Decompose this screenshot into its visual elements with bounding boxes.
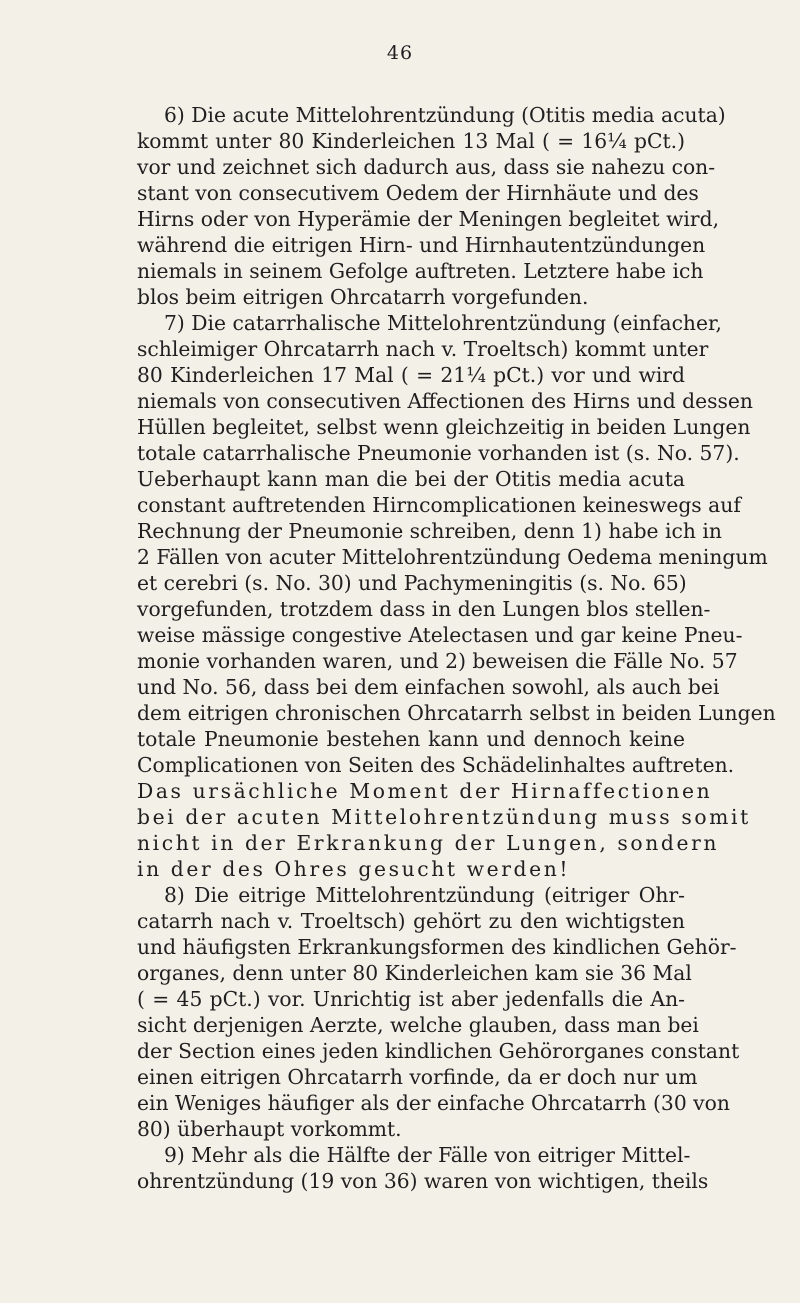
text-line: Hüllen begleitet, selbst wenn gleichzeitig in beiden Lungen <box>137 415 751 439</box>
text-line: während die eitrigen Hirn- und Hirnhautentzündungen <box>137 233 706 257</box>
text-line: sicht derjenigen Aerzte, welche glauben, dass man bei <box>137 1013 699 1037</box>
text-line: Complicationen von Seiten des Schädelinhaltes auftreten. <box>137 753 735 777</box>
text-line: niemals in seinem Gefolge auftreten. Letztere habe ich <box>137 259 704 283</box>
text-line: 2 Fällen von acuter Mittelohrentzündung Oedema meningum <box>137 545 768 569</box>
text-line: und häufigsten Erkrankungsformen des kindlichen Gehör- <box>137 935 737 959</box>
text-line-emphasis: Das ursächliche Moment der Hirnaffectionen <box>137 779 713 803</box>
text-line: 7) Die catarrhalische Mittelohrentzündung (einfacher, <box>164 311 722 335</box>
text-line: einen eitrigen Ohrcatarrh vorfinde, da er doch nur um <box>137 1065 698 1089</box>
text-line: et cerebri (s. No. 30) und Pachymeningitis (s. No. 65) <box>137 571 687 595</box>
text-line: monie vorhanden waren, und 2) beweisen die Fälle No. 57 <box>137 649 738 673</box>
text-line: weise mässige congestive Atelectasen und gar keine Pneu- <box>137 623 743 647</box>
text-line: niemals von consecutiven Affectionen des Hirns und dessen <box>137 389 753 413</box>
text-line-emphasis: bei der acuten Mittelohrentzündung muss somit <box>137 805 751 829</box>
text-line: vorgefunden, trotzdem dass in den Lungen blos stellen- <box>137 597 711 621</box>
text-line: vor und zeichnet sich dadurch aus, dass sie nahezu con- <box>137 155 716 179</box>
text-line: organes, denn unter 80 Kinderleichen kam sie 36 Mal <box>137 961 692 985</box>
text-line: 8) Die eitrige Mittelohrentzündung (eitriger Ohr- <box>164 883 685 907</box>
text-line: totale Pneumonie bestehen kann und dennoch keine <box>137 727 685 751</box>
text-line: constant auftretenden Hirncomplicationen keineswegs auf <box>137 493 741 517</box>
text-line: 80) überhaupt vorkommt. <box>137 1117 402 1141</box>
text-line: ohrentzündung (19 von 36) waren von wichtigen, theils <box>137 1169 709 1193</box>
text-line: kommt unter 80 Kinderleichen 13 Mal ( = 16¼ pCt.) <box>137 129 685 153</box>
text-line-emphasis: in der des Ohres gesucht werden! <box>137 857 571 881</box>
text-line: Ueberhaupt kann man die bei der Otitis media acuta <box>137 467 685 491</box>
text-line: 9) Mehr als die Hälfte der Fälle von eitriger Mittel- <box>164 1143 691 1167</box>
text-line: totale catarrhalische Pneumonie vorhanden ist (s. No. 57). <box>137 441 740 465</box>
text-line: ein Weniges häufiger als der einfache Ohrcatarrh (30 von <box>137 1091 730 1115</box>
text-line: schleimiger Ohrcatarrh nach v. Troeltsch) kommt unter <box>137 337 709 361</box>
text-line: blos beim eitrigen Ohrcatarrh vorgefunden. <box>137 285 589 309</box>
text-line: 6) Die acute Mittelohrentzündung (Otitis media acuta) <box>164 103 726 127</box>
text-line-emphasis: nicht in der Erkrankung der Lungen, sondern <box>137 831 720 855</box>
text-line: ( = 45 pCt.) vor. Unrichtig ist aber jedenfalls die An- <box>137 987 685 1011</box>
text-line: und No. 56, dass bei dem einfachen sowohl, als auch bei <box>137 675 720 699</box>
text-line: der Section eines jeden kindlichen Gehörorganes constant <box>137 1039 740 1063</box>
text-line: catarrh nach v. Troeltsch) gehört zu den wichtigsten <box>137 909 685 933</box>
page-number: 46 <box>386 42 414 64</box>
text-line: Rechnung der Pneumonie schreiben, denn 1) habe ich in <box>137 519 722 543</box>
text-line: 80 Kinderleichen 17 Mal ( = 21¼ pCt.) vor und wird <box>137 363 685 387</box>
text-line: dem eitrigen chronischen Ohrcatarrh selbst in beiden Lungen <box>137 701 776 725</box>
text-line: Hirns oder von Hyperämie der Meningen begleitet wird, <box>137 207 720 231</box>
text-line: stant von consecutivem Oedem der Hirnhäute und des <box>137 181 699 205</box>
